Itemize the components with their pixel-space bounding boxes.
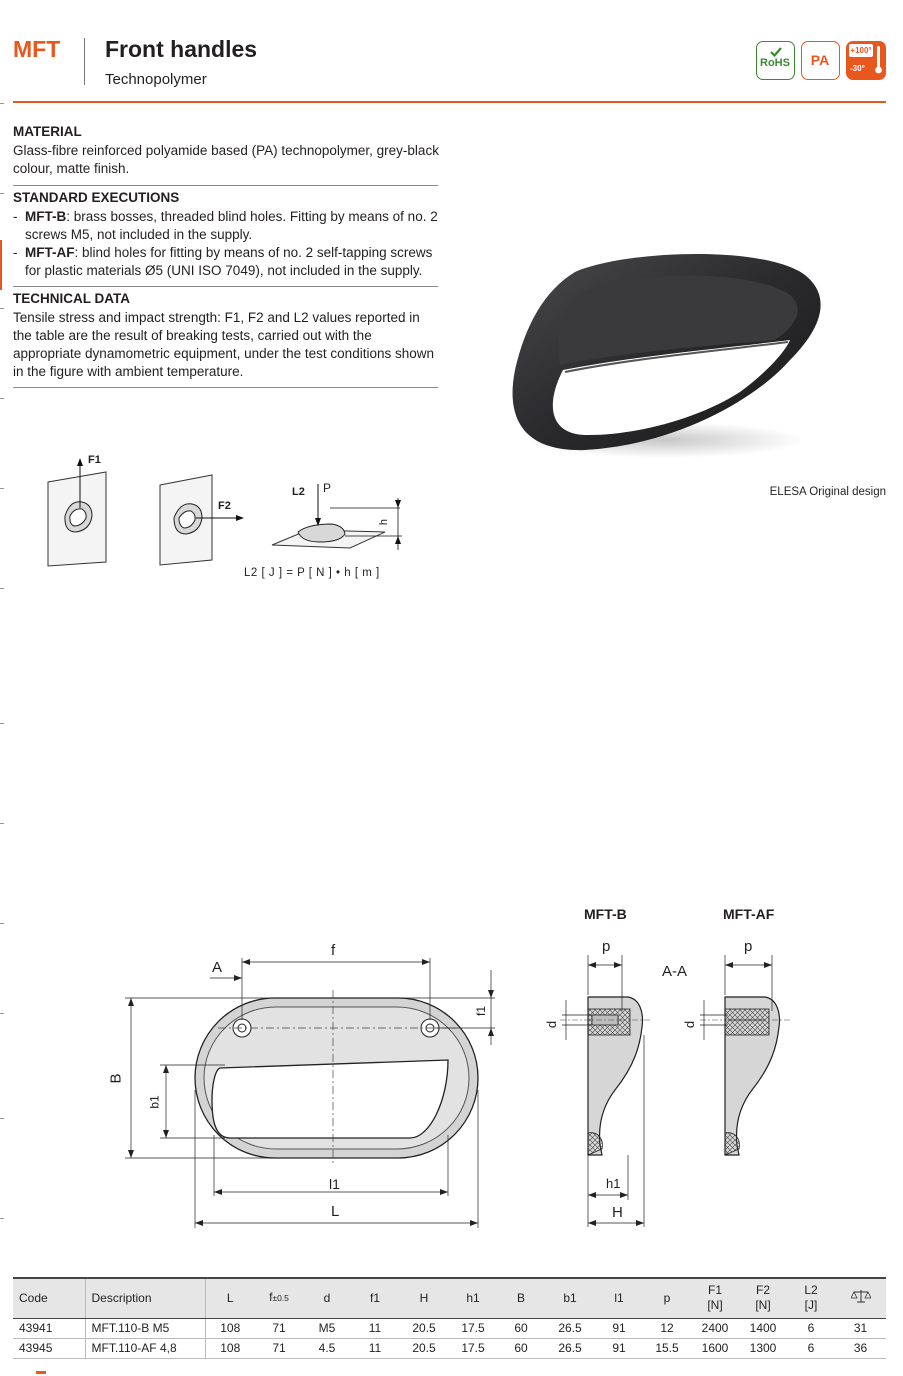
dim-label-f1: f1 (474, 1005, 489, 1017)
dim-label-h1: h1 (606, 1176, 621, 1191)
margin-tick (0, 488, 4, 489)
cell-l: 108 (205, 1318, 255, 1338)
cell-h1: 17.5 (449, 1338, 497, 1358)
margin-tick (0, 588, 4, 589)
dim-label-l1: l1 (329, 1176, 340, 1192)
cell-f1: 11 (351, 1318, 399, 1338)
cell-b: 60 (497, 1338, 545, 1358)
section-title-mft-b: MFT-B (584, 906, 627, 922)
thermometer-icon (875, 45, 882, 75)
section-divider (13, 387, 438, 388)
cell-f1: 11 (351, 1338, 399, 1358)
col-f2-force: F2 [N] (739, 1278, 787, 1318)
cell-d: M5 (303, 1318, 351, 1338)
execution-code: MFT-AF (25, 245, 75, 260)
p-label: P (323, 481, 332, 495)
cell-p: 12 (643, 1318, 691, 1338)
dim-label-p: p (744, 938, 753, 955)
dim-label-l: L (331, 1203, 340, 1220)
standard-executions-title: STANDARD EXECUTIONS (13, 190, 180, 205)
cell-l: 108 (205, 1338, 255, 1358)
cell-code: 43945 (13, 1338, 85, 1358)
col-l1: l1 (595, 1278, 643, 1318)
spec-table (13, 1277, 886, 1359)
cell-f: 71 (255, 1338, 303, 1358)
cell-f2-force: 1300 (739, 1338, 787, 1358)
section-view-drawing (540, 955, 800, 1230)
col-description: Description (85, 1278, 205, 1318)
temperature-badge (846, 41, 886, 80)
col-f1: f1 (351, 1278, 399, 1318)
table-header-row (13, 1278, 886, 1318)
impact-formula: L2 [ J ] = P [ N ] • h [ m ] (244, 567, 380, 579)
cell-h: 20.5 (399, 1338, 449, 1358)
cell-l1: 91 (595, 1338, 643, 1358)
execution-text: : brass bosses, threaded blind holes. Fitting by means of no. 2 screws M5, not included in the supply. (25, 209, 438, 242)
margin-tick (0, 923, 4, 924)
front-view-drawing (100, 950, 520, 1235)
header-divider (84, 38, 85, 85)
cell-d: 4.5 (303, 1338, 351, 1358)
f1-label: F1 (88, 454, 101, 466)
margin-tick (0, 823, 4, 824)
technical-data-title: TECHNICAL DATA (13, 291, 130, 306)
cell-description: MFT.110-B M5 (85, 1318, 205, 1338)
dim-label-f: f (331, 942, 336, 959)
rohs-badge-label: RoHS (760, 57, 790, 69)
section-aa-label: A-A (662, 963, 688, 980)
cell-l2-energy: 6 (787, 1318, 835, 1338)
dim-label-d: d (682, 1020, 698, 1029)
table-row (13, 1318, 886, 1338)
product-code: MFT (13, 36, 61, 62)
header-rule (13, 101, 886, 103)
margin-tick (0, 723, 4, 724)
pa-badge-label: PA (810, 52, 830, 68)
temp-min-label: -30° (850, 64, 865, 73)
dim-label-b: B (107, 1073, 125, 1084)
cell-weight: 31 (835, 1318, 886, 1338)
col-weight (835, 1278, 886, 1318)
margin-tick (0, 1013, 4, 1014)
cell-description: MFT.110-AF 4,8 (85, 1338, 205, 1358)
technical-data-text: Tensile stress and impact strength: F1, F2 and L2 values reported in the table are the result of breaking tests, carried out with the appropriate dynamometric equipment, under the test conditions shown in the figure with ambient temperature. (13, 310, 434, 379)
col-h: H (399, 1278, 449, 1318)
footer-marker (36, 1371, 46, 1374)
margin-tick (0, 193, 4, 194)
dim-label-a: A (212, 959, 223, 976)
cell-b1: 26.5 (545, 1318, 595, 1338)
dim-label-b1: b1 (147, 1095, 162, 1109)
execution-code: MFT-B (25, 209, 67, 224)
col-f1-force: F1 [N] (691, 1278, 739, 1318)
col-l2-energy: L2 [J] (787, 1278, 835, 1318)
page-title: Front handles (105, 36, 258, 62)
temp-max-label: +100° (850, 46, 872, 55)
dim-label-d: d (544, 1020, 560, 1029)
col-p: p (643, 1278, 691, 1318)
margin-marker (0, 240, 2, 290)
margin-tick (0, 1118, 4, 1119)
col-b1: b1 (545, 1278, 595, 1318)
col-f: f±0.5 (255, 1278, 303, 1318)
cell-f1-force: 2400 (691, 1318, 739, 1338)
margin-tick (0, 103, 4, 104)
execution-text: : blind holes for fitting by means of no. 2 self-tapping screws for plastic materials Ø5 (UNI ISO 7049), not included in the supply. (25, 245, 433, 278)
section-title-mft-af: MFT-AF (723, 906, 775, 922)
material-text: Glass-fibre reinforced polyamide based (PA) technopolymer, grey-black colour, matte finish. (13, 143, 439, 176)
col-h1: h1 (449, 1278, 497, 1318)
cell-b1: 26.5 (545, 1338, 595, 1358)
material-title: MATERIAL (13, 124, 82, 139)
margin-tick (0, 308, 4, 309)
cell-p: 15.5 (643, 1338, 691, 1358)
cell-l2-energy: 6 (787, 1338, 835, 1358)
col-l: L (205, 1278, 255, 1318)
photo-caption: ELESA Original design (769, 486, 886, 498)
scale-icon (851, 1289, 871, 1303)
cell-code: 43941 (13, 1318, 85, 1338)
cell-l1: 91 (595, 1318, 643, 1338)
margin-tick (0, 398, 4, 399)
cell-h1: 17.5 (449, 1318, 497, 1338)
cell-f: 71 (255, 1318, 303, 1338)
f2-label: F2 (218, 500, 231, 512)
cell-h: 20.5 (399, 1318, 449, 1338)
l2-label: L2 (292, 486, 305, 498)
cell-weight: 36 (835, 1338, 886, 1358)
col-b: B (497, 1278, 545, 1318)
dim-label-p: p (602, 938, 611, 955)
cell-f1-force: 1600 (691, 1338, 739, 1358)
pa-badge (801, 41, 840, 80)
col-d: d (303, 1278, 351, 1318)
col-code: Code (13, 1278, 85, 1318)
dim-label-h: H (612, 1204, 623, 1221)
section-divider (13, 286, 438, 287)
page-subtitle: Technopolymer (105, 71, 207, 88)
rohs-badge (756, 41, 795, 80)
h-label: h (378, 518, 391, 526)
cell-b: 60 (497, 1318, 545, 1338)
table-row (13, 1338, 886, 1358)
cell-f2-force: 1400 (739, 1318, 787, 1338)
product-photo (505, 240, 835, 465)
section-divider (13, 185, 438, 186)
margin-tick (0, 1218, 4, 1219)
